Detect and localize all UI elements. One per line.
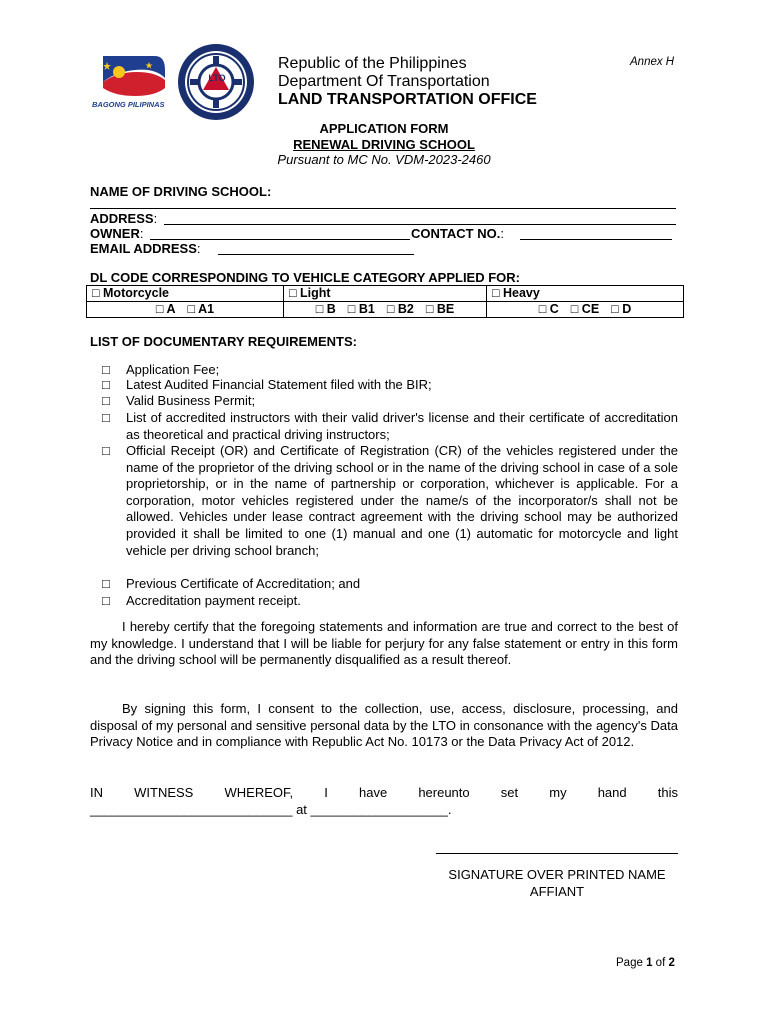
address-label: ADDRESS [90, 211, 154, 226]
witness-date-line [90, 802, 452, 817]
requirement-text: Latest Audited Financial Statement filed with the BIR; [126, 377, 432, 392]
witness-word: set [500, 785, 519, 800]
requirement-checkbox[interactable]: □ [102, 410, 110, 425]
requirements-heading: LIST OF DOCUMENTARY REQUIREMENTS: [90, 334, 357, 349]
witness-at: at [296, 802, 307, 817]
affiant-label: AFFIANT [529, 884, 585, 899]
certification-paragraph: I hereby certify that the foregoing statements and information are true and correct to the best of my knowledge. I understand that I will be liable for perjury for any false statement or entry in this form and the driving school will be permanently disqualified as a result thereof. [90, 619, 678, 668]
office-line: LAND TRANSPORTATION OFFICE [278, 91, 537, 108]
witness-word: have [358, 785, 388, 800]
annex-label: Annex H [630, 56, 675, 68]
email-field[interactable] [218, 254, 414, 255]
dl-category-light[interactable]: □ Light [284, 286, 487, 302]
lto-logo-text: LTO [208, 73, 226, 83]
email-row [90, 241, 201, 256]
dl-code-b1[interactable]: □ B1 [347, 302, 375, 316]
bagong-pilipinas-logo [95, 48, 173, 108]
department-line: Department Of Transportation [278, 73, 490, 90]
witness-word: this [657, 785, 678, 800]
dl-code-b[interactable]: □ B [315, 302, 336, 316]
dl-code-c[interactable]: □ C [538, 302, 559, 316]
requirement-checkbox[interactable]: □ [102, 576, 110, 591]
signature-label: SIGNATURE OVER PRINTED NAME [448, 867, 666, 882]
contact-field[interactable] [520, 239, 672, 240]
contact-label: CONTACT NO. [411, 226, 501, 241]
owner-label: OWNER [90, 226, 140, 241]
witness-word: WITNESS [134, 785, 194, 800]
requirement-checkbox[interactable]: □ [102, 393, 110, 408]
email-label: EMAIL ADDRESS [90, 241, 197, 256]
republic-line: Republic of the Philippines [278, 55, 467, 72]
page-total: 2 [668, 957, 675, 969]
dl-code-a1[interactable]: □ A1 [187, 302, 215, 316]
driving-school-name-field[interactable] [90, 208, 676, 209]
dl-code-ce[interactable]: □ CE [570, 302, 600, 316]
address-field[interactable] [164, 224, 676, 225]
form-subtitle-text: RENEWAL DRIVING SCHOOL [293, 137, 475, 152]
witness-word: IN [90, 785, 103, 800]
dl-codes-heavy [486, 302, 683, 318]
owner-row [90, 226, 143, 241]
dl-code-table [86, 285, 684, 318]
requirement-text: Application Fee; [126, 362, 220, 377]
witness-word: WHEREOF, [224, 785, 294, 800]
email-colon: : [196, 241, 201, 256]
owner-field[interactable] [150, 239, 410, 240]
page-number [616, 957, 675, 969]
form-title: APPLICATION FORM [319, 121, 449, 136]
requirement-checkbox[interactable]: □ [102, 377, 110, 392]
requirement-text: Accreditation payment receipt. [126, 593, 301, 608]
requirement-checkbox[interactable]: □ [102, 593, 110, 608]
witness-day-blank[interactable]: ____________________________ [90, 802, 293, 817]
dl-code-d[interactable]: □ D [611, 302, 632, 316]
witness-line [90, 785, 678, 800]
witness-word: my [549, 785, 567, 800]
driving-school-name-label: NAME OF DRIVING SCHOOL: [90, 184, 272, 199]
dl-code-heading: DL CODE CORRESPONDING TO VEHICLE CATEGORY APPLIED FOR: [90, 270, 521, 285]
requirement-text: Valid Business Permit; [126, 393, 256, 408]
dl-code-b2[interactable]: □ B2 [386, 302, 414, 316]
requirement-checkbox[interactable]: □ [102, 362, 110, 377]
page-current: 1 [646, 957, 653, 969]
dl-codes-light [284, 302, 487, 318]
signature-line[interactable] [436, 853, 678, 854]
dl-category-motorcycle[interactable]: □ Motorcycle [87, 286, 284, 302]
contact-colon: : [500, 226, 504, 241]
requirement-checkbox[interactable]: □ [102, 443, 110, 458]
form-subtitle [0, 137, 768, 152]
requirement-text: Previous Certificate of Accreditation; and [126, 576, 361, 591]
owner-colon: : [139, 226, 144, 241]
address-row [90, 211, 157, 226]
page-of: of [655, 957, 666, 969]
witness-place-blank[interactable]: ___________________. [310, 802, 452, 817]
pursuant-line: Pursuant to MC No. VDM-2023-2460 [277, 152, 491, 167]
witness-word: hand [597, 785, 627, 800]
requirement-text: Official Receipt (OR) and Certificate of Registration (CR) of the vehicles registered under the name of the proprietor of the driving school or in the name of the driving school in case of a sole proprietorship, or in the name of partnership or corporation, whichever is applicable. For a corporation, motor vehicles registered under the name/s of the incorporator/s shall not be allowed. Vehicles under lease contract agreement with the driving school may be authorized provided it shall be limited to one (1) manual and one (1) automatic for motorcycle and light vehicle per driving school branch; [126, 443, 678, 558]
requirement-text: List of accredited instructors with their valid driver's license and their certificate of accreditation as theoretical and practical driving instructors; [126, 410, 678, 442]
witness-word: I [324, 785, 328, 800]
bagong-pilipinas-text: BAGONG PILIPINAS [92, 100, 165, 109]
dl-code-be[interactable]: □ BE [425, 302, 455, 316]
witness-word: hereunto [418, 785, 470, 800]
consent-paragraph: By signing this form, I consent to the collection, use, access, disclosure, processing, and disposal of my personal and sensitive personal data by the LTO in consonance with the agency's Data Privacy Notice and in compliance with Republic Act No. 10173 or the Data Privacy Act of 2012. [90, 701, 678, 750]
dl-codes-motorcycle [87, 302, 284, 318]
contact-row [411, 226, 504, 241]
dl-code-a[interactable]: □ A [155, 302, 176, 316]
page-prefix: Page [616, 957, 643, 969]
address-colon: : [153, 211, 158, 226]
dl-category-heavy[interactable]: □ Heavy [486, 286, 683, 302]
